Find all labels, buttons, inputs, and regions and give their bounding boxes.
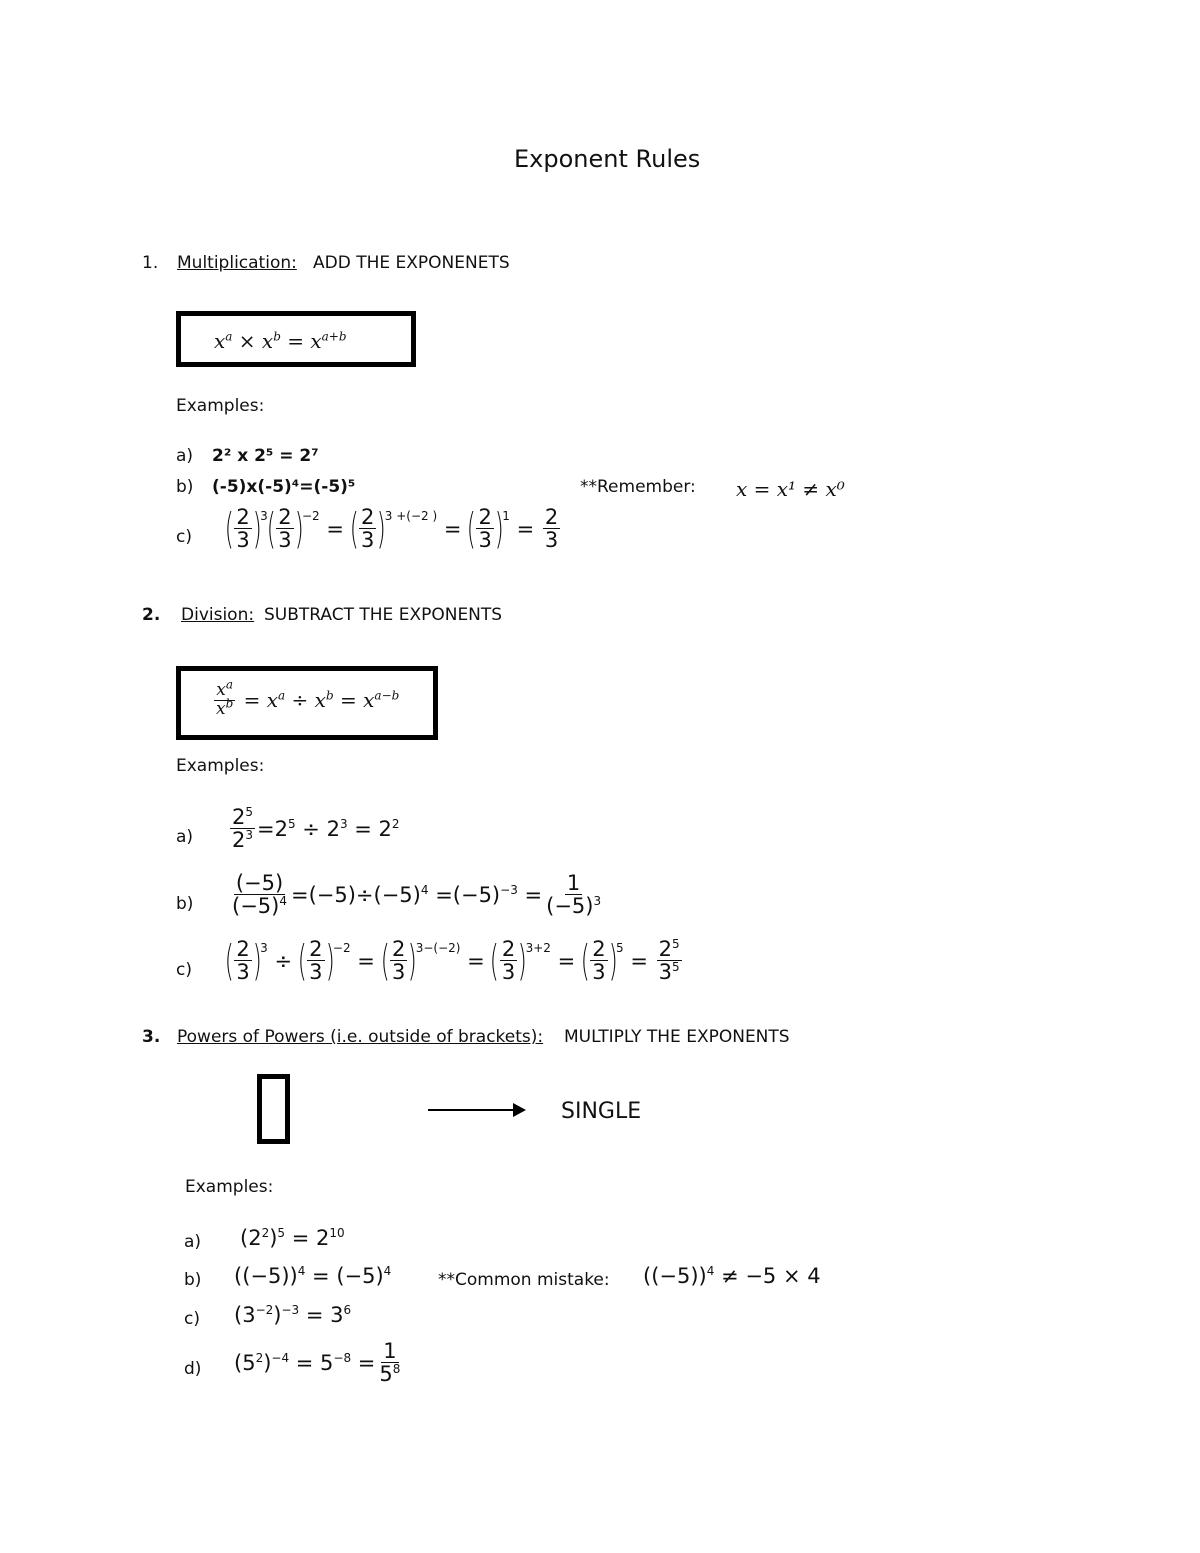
- multiplication-formula: $x^a \times x^b = x^{a+b}$: [214, 329, 347, 353]
- arrow-head-icon: [513, 1103, 526, 1117]
- s3-example-c-label: c): [184, 1309, 200, 1329]
- s2-example-b-label: b): [176, 894, 194, 914]
- s2-example-a-label: a): [176, 827, 194, 847]
- section-1-heading: Multiplication:: [177, 253, 297, 273]
- missing-glyph-icon: [257, 1074, 290, 1144]
- section-2-examples-label: Examples:: [176, 756, 265, 776]
- section-2-number: 2.: [142, 605, 161, 625]
- s3-example-a: $(2^2)^5 = 2^{10}$: [240, 1226, 345, 1250]
- common-mistake-label: **Common mistake:: [438, 1270, 610, 1290]
- page-title: Exponent Rules: [514, 145, 701, 173]
- s2-example-c: ( $\frac{2}{3}$ ) 3 ÷ ( $\frac{2}{3}$ ) −2 = ( $\frac{2}{3}$ ) 3−(−2) = ( $\frac{2}{3}$ ) 3+2 = ( $\frac{2}{3}$ ) 5 = $\frac{2^5}{3^5}$: [224, 935, 680, 985]
- s3-example-b: $((-5))^4 = (-5)^4$: [234, 1264, 392, 1288]
- s2-example-b: $\frac{(-5)}{(-5)^4}$ $=(-5)\div(-5)^4 =(-5)^{-3}$ = $\frac{1}{(-5)^3}$: [232, 871, 602, 919]
- s2-example-c-label: c): [176, 960, 192, 980]
- section-3-rule: MULTIPLY THE EXPONENTS: [564, 1027, 790, 1047]
- section-1-rule: ADD THE EXPONENETS: [313, 253, 510, 273]
- section-3-examples-label: Examples:: [185, 1177, 274, 1197]
- section-2-heading: Division:: [181, 605, 255, 625]
- remember-label: **Remember:: [580, 477, 696, 497]
- section-2-rule: SUBTRACT THE EXPONENTS: [264, 605, 503, 625]
- s3-example-c: $(3^{-2})^{-3} = 3^6$: [234, 1303, 352, 1327]
- section-1-examples-label: Examples:: [176, 396, 265, 416]
- s1-example-b: (-5)x(-5)⁴=(-5)⁵: [212, 477, 356, 497]
- s1-example-b-label: b): [176, 477, 194, 497]
- s3-example-d: $(5^2)^{-4} = 5^{-8}$ = $\frac{1}{5^8}$: [234, 1339, 401, 1387]
- remember-formula: x = x¹ ≠ x⁰: [736, 477, 845, 501]
- s1-example-a-label: a): [176, 446, 194, 466]
- s3-example-a-label: a): [184, 1232, 202, 1252]
- section-3-heading: Powers of Powers (i.e. outside of brackets):: [177, 1027, 544, 1047]
- section-1-number: 1.: [142, 253, 159, 273]
- s3-example-b-label: b): [184, 1270, 202, 1290]
- s3-example-d-label: d): [184, 1359, 202, 1379]
- division-formula: $\frac{x^a}{x^b}$ = $x^a \div x^b = x^{a-b}$: [216, 677, 400, 719]
- arrow-icon: [428, 1109, 514, 1111]
- s1-example-c: ( $\frac{2}{3}$ ) 3 ( $\frac{2}{3}$ ) −2 = ( $\frac{2}{3}$ ) 3 +(−2 ) = ( $\frac{2}{3}$ ) 1 = $\frac{2}{3}$: [224, 503, 559, 553]
- s2-example-a: $\frac{2^5}{2^3}$ $=2^5 \div 2^3 = 2^2$: [232, 805, 400, 853]
- common-mistake-formula: $((-5))^4 \ne -5 \times 4$: [643, 1264, 821, 1288]
- single-label: SINGLE: [561, 1099, 642, 1124]
- section-3-number: 3.: [142, 1027, 161, 1047]
- s1-example-c-label: c): [176, 527, 192, 547]
- s1-example-a: 2² x 2⁵ = 2⁷: [212, 446, 319, 466]
